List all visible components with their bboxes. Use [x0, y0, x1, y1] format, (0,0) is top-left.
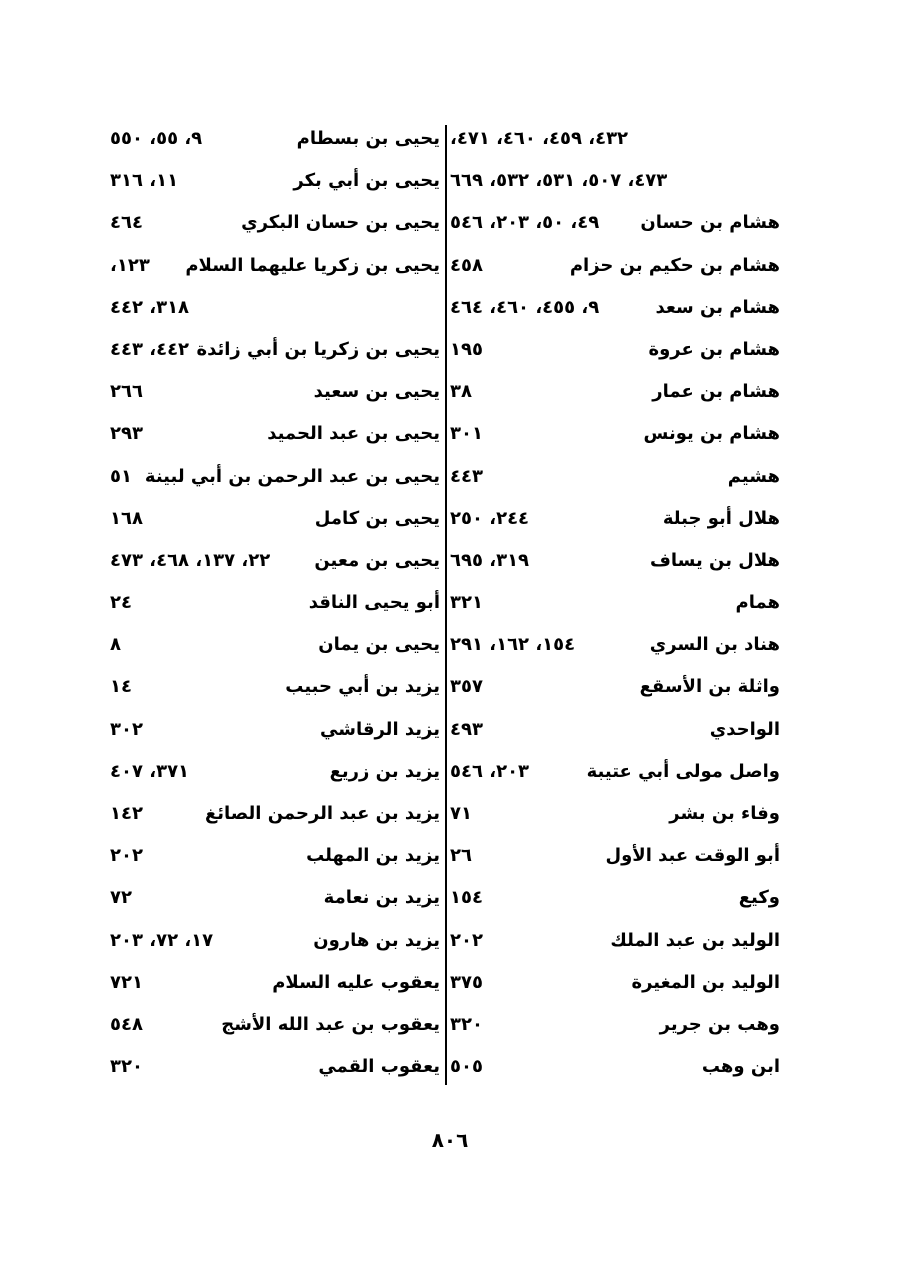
index-entry: [450, 835, 780, 877]
entry-name: هشام بن حسان: [640, 212, 780, 234]
entry-pages: ٧٢: [110, 887, 132, 909]
entry-pages: ٢٠٢: [450, 929, 483, 951]
entry-pages: ١٧، ٧٢، ٢٠٣: [110, 929, 214, 951]
entry-pages: ٢٦: [450, 845, 472, 867]
entry-pages: ٩، ٤٥٥، ٤٦٠، ٤٦٤: [450, 296, 600, 318]
index-entry: [450, 920, 780, 962]
entry-name: همام: [735, 592, 780, 614]
entry-pages: ٣٢٠: [110, 1056, 143, 1078]
entry-name: يزيد بن عبد الرحمن الصائغ: [204, 803, 440, 824]
index-entry: [450, 751, 780, 793]
index-entry: [110, 920, 440, 962]
entry-pages: ٢٩٣: [110, 423, 143, 445]
entry-name: هشام بن سعد: [655, 296, 780, 318]
index-entry: [110, 287, 440, 329]
index-entry: [110, 582, 440, 624]
entry-pages: ١٤: [110, 676, 132, 698]
index-entry: [110, 540, 440, 582]
entry-name: أبو الوقت عبد الأول: [605, 845, 780, 867]
index-entry: [110, 624, 440, 666]
entry-pages: ٧١: [450, 803, 472, 824]
entry-name: يعقوب بن عبد الله الأشج: [221, 1013, 440, 1035]
entry-name: وفاء بن بشر: [669, 803, 780, 824]
index-entry: [110, 835, 440, 877]
entry-pages: ٢٦٦: [110, 381, 143, 403]
entry-pages: ٣٧١، ٤٠٧: [110, 760, 190, 782]
entry-name: الواحدي: [709, 718, 780, 740]
entry-name: يحيى بن زكريا بن أبي زائدة: [196, 338, 440, 360]
index-entry: [110, 202, 440, 244]
entry-pages: ٣٨: [450, 381, 472, 403]
entry-name: هشام بن عمار: [652, 381, 780, 403]
entry-pages: ٣١٨، ٤٤٢: [110, 296, 190, 318]
entry-name: يزيد بن هارون: [313, 929, 440, 951]
entry-name: يحيى بن كامل: [314, 507, 440, 529]
index-entry: [110, 456, 440, 498]
entry-pages: ٣٧٥: [450, 971, 483, 993]
entry-pages: ٣٢٠: [450, 1013, 483, 1035]
index-entry: [110, 1004, 440, 1046]
index-entry: [450, 245, 780, 287]
entry-name: يحيى بن عبد الحميد: [267, 423, 440, 445]
index-entry: [110, 877, 440, 919]
page-number: ٨٠٦: [431, 1128, 469, 1152]
index-entry: [450, 709, 780, 751]
entry-pages: ٤٤٢، ٤٤٣: [110, 338, 190, 360]
index-entry: [450, 287, 780, 329]
index-entry: [110, 160, 440, 202]
entry-pages: ٤٩٣: [450, 718, 483, 740]
entry-pages: ٣٥٧: [450, 676, 483, 698]
entry-name: يحيى بن يمان: [318, 634, 440, 656]
index-entry: [110, 1046, 440, 1088]
entry-pages: ١١، ٣١٦: [110, 170, 179, 192]
index-entry: [450, 202, 780, 244]
entry-name: ابن وهب: [701, 1056, 780, 1078]
entry-name: هشام بن حكيم بن حزام: [569, 254, 780, 276]
index-entry: [450, 456, 780, 498]
index-entry: [110, 118, 440, 160]
entry-pages: ١٩٥: [450, 338, 483, 360]
entry-pages: ٣٠٢: [110, 718, 143, 740]
entry-pages: ٥٤٨: [110, 1013, 143, 1035]
index-entry: [110, 329, 440, 371]
entry-name: الوليد بن عبد الملك: [610, 929, 780, 951]
index-entry: [110, 709, 440, 751]
entry-pages: ٣١٩، ٦٩٥: [450, 549, 530, 571]
entry-name: هشام بن يونس: [643, 423, 780, 445]
index-entry: [450, 160, 780, 202]
entry-pages: ٢٤: [110, 592, 132, 614]
entry-pages: ٧٢١: [110, 971, 143, 993]
entry-name: يحيى بن سعيد: [313, 381, 440, 403]
index-entry: [450, 329, 780, 371]
entry-pages: ١٦٨: [110, 507, 143, 529]
index-entry: [450, 877, 780, 919]
entry-name: يزيد بن نعامة: [323, 887, 440, 909]
entry-pages: ٢٤٤، ٢٥٠: [450, 507, 530, 529]
entry-name: يحيى بن عبد الرحمن بن أبي لبينة: [144, 465, 440, 487]
index-entry: [110, 498, 440, 540]
entry-name: يزيد بن زريع: [329, 760, 440, 782]
entry-name: يحيى بن معين: [314, 549, 440, 571]
entry-name: هلال بن يساف: [650, 549, 780, 571]
entry-name: هناد بن السري: [649, 634, 780, 656]
entry-name: واثلة بن الأسقع: [639, 676, 780, 698]
entry-name: وهب بن جرير: [659, 1013, 780, 1035]
index-entry: [450, 624, 780, 666]
index-entry: [450, 498, 780, 540]
index-entry: [450, 793, 780, 835]
entry-name: هشيم: [727, 465, 780, 487]
entry-name: هلال أبو جبلة: [662, 507, 780, 529]
entry-pages: ٥١: [110, 465, 132, 487]
entry-pages: ٤٥٨: [450, 254, 483, 276]
entry-pages: ٤٧٣، ٥٠٧، ٥٣١، ٥٣٢، ٦٦٩: [450, 170, 668, 192]
entry-pages: ٤٦٤: [110, 212, 143, 234]
column-divider: [445, 125, 447, 1085]
entry-pages: ٤٣٢، ٤٥٩، ٤٦٠، ٤٧١،: [450, 128, 629, 149]
entry-pages: ٣٢١: [450, 592, 483, 614]
entry-pages: ١٥٤: [450, 887, 483, 909]
index-entry: [450, 540, 780, 582]
entry-name: وكيع: [738, 887, 780, 909]
index-entry: [110, 751, 440, 793]
index-entry: [450, 413, 780, 455]
entry-name: يزيد بن أبي حبيب: [285, 676, 440, 698]
index-entry: [450, 666, 780, 708]
entry-pages: ١٤٢: [110, 803, 143, 824]
index-entry: [110, 413, 440, 455]
index-entry: [110, 371, 440, 413]
entry-pages: ٢٠٢: [110, 845, 143, 867]
entry-name: يزيد الرقاشي: [320, 718, 440, 740]
entry-pages: ٣٠١: [450, 423, 483, 445]
index-column-right: [450, 118, 780, 1088]
entry-name: واصل مولى أبي عتيبة: [586, 760, 780, 782]
entry-name: يحيى بن حسان البكري: [241, 212, 440, 234]
index-entry: [450, 371, 780, 413]
entry-name: يحيى بن زكريا عليهما السلام: [185, 254, 440, 276]
entry-name: يحيى بن أبي بكر: [293, 170, 440, 192]
entry-name: أبو يحيى الناقد: [308, 592, 440, 614]
entry-pages: ٤٩، ٥٠، ٢٠٣، ٥٤٦: [450, 212, 600, 234]
entry-name: يزيد بن المهلب: [306, 845, 440, 867]
index-entry: [450, 118, 780, 160]
index-entry: [110, 245, 440, 287]
entry-name: يعقوب القمي: [318, 1056, 440, 1078]
entry-pages: ٢٢، ١٣٧، ٤٦٨، ٤٧٣: [110, 549, 271, 571]
entry-pages: ١٥٤، ١٦٢، ٢٩١: [450, 634, 576, 656]
index-entry: [450, 1004, 780, 1046]
index-entry: [450, 582, 780, 624]
index-column-left: [110, 118, 440, 1088]
index-entry: [110, 793, 440, 835]
index-entry: [110, 666, 440, 708]
index-entry: [110, 962, 440, 1004]
entry-name: هشام بن عروة: [648, 338, 780, 360]
entry-pages: ٩، ٥٥، ٥٥٠: [110, 128, 203, 149]
entry-name: يحيى بن بسطام: [296, 128, 440, 149]
entry-pages: ٥٠٥: [450, 1056, 483, 1078]
entry-name: الوليد بن المغيرة: [631, 971, 780, 993]
entry-pages: ٢٠٣، ٥٤٦: [450, 760, 530, 782]
index-entry: [450, 1046, 780, 1088]
index-entry: [450, 962, 780, 1004]
entry-pages: ٨: [110, 634, 121, 656]
entry-name: يعقوب عليه السلام: [272, 971, 440, 993]
entry-pages: ١٢٣،: [110, 254, 150, 276]
entry-pages: ٤٤٣: [450, 465, 483, 487]
